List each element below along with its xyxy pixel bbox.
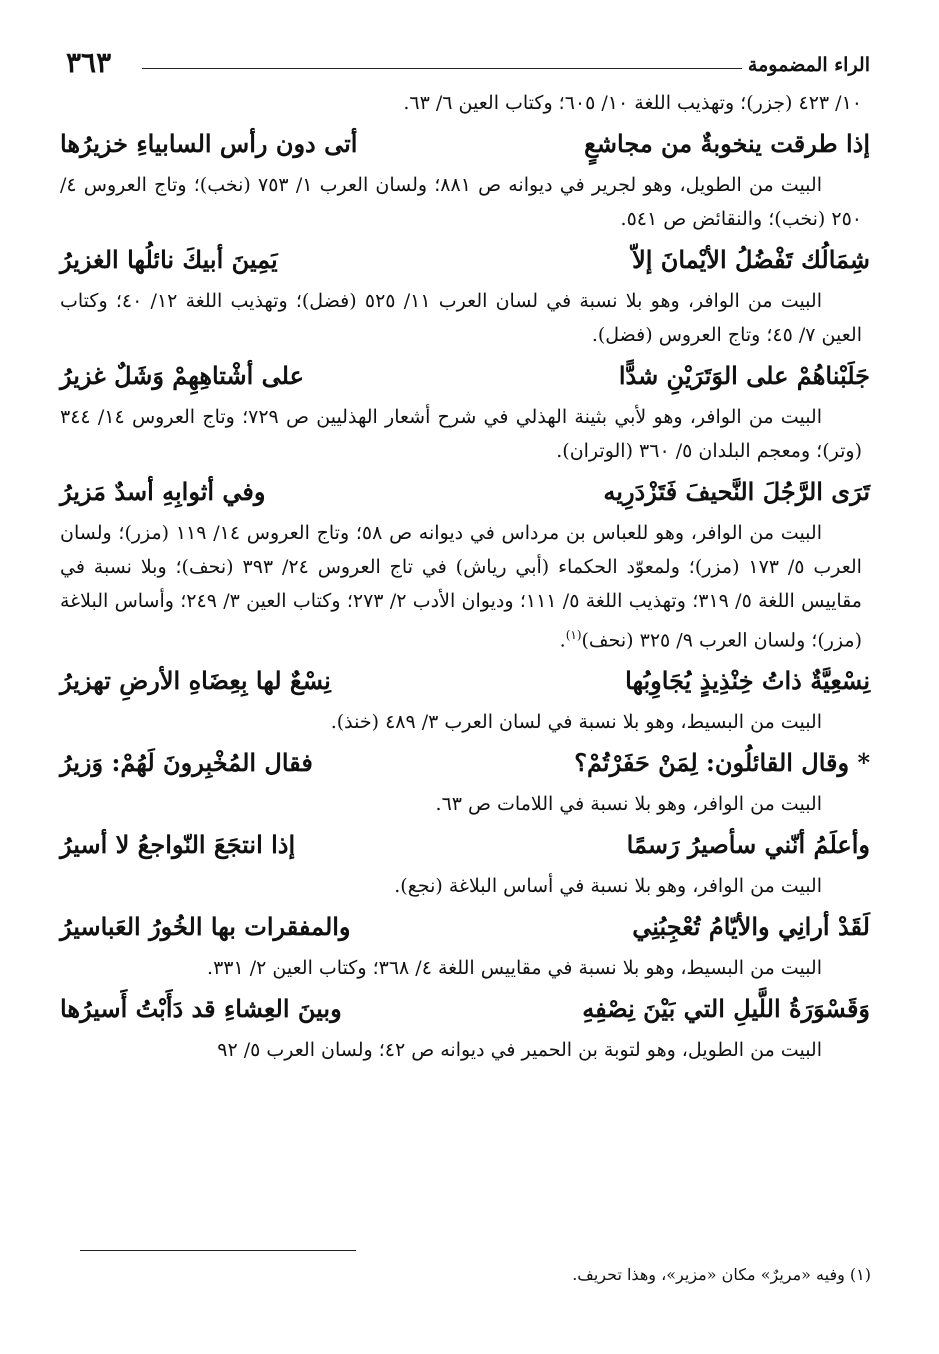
page-number: ٣٦٣ [66,46,112,79]
verse-2-commentary: البيت من الوافر، وهو بلا نسبة في لسان العرب ١١/ ٥٢٥ (فضل)؛ وتهذيب اللغة ١٢/ ٤٠؛ وكتاب العين ٧/ ٤٥؛ وتاج العروس (فضل). [60,290,862,346]
verse-4-commentary: البيت من الوافر، وهو للعباس بن مرداس في ديوانه ص ٥٨؛ وتاج العروس ١٤/ ١١٩ (مزر)؛ ولسان العرب ٥/ ١٧٣ (مزر)؛ ولمعوّد الحكماء (أبي رياش) في تاج العروس ٢٤/ ٣٩٣ (نحف)؛ وبلا نسبة في مقاييس اللغة ٥/ ٣١٩؛ وتهذيب اللغة ٥/ ١١١؛ وديوان الأدب ٢/ ٢٧٣؛ وكتاب العين ٣/ ٢٤٩؛ وأساس البلاغة (مزر)؛ ولسان العرب ٩/ ٣٢٥ (نحف)$^{(١)}$. [60,522,862,652]
verse-6 [60,739,870,787]
verse-2-first-hemistich: شِمَالُك تَفْضُلُ الأيْمانَ إلاّ [632,245,870,274]
verse-5 [60,657,870,705]
verse-9-first-hemistich: وَقَسْوَرَةُ اللَّيلِ التي بَيْنَ نِصْفِهِ [582,994,870,1024]
verse-5-commentary: البيت من البسيط، وهو بلا نسبة في لسان العرب ٣/ ٤٨٩ (خنذ). [330,711,822,734]
verse-2 [60,236,870,284]
verse-3-first-hemistich: جَلَبْناهُمْ على الوَتَرَيْنِ شدًّا [618,361,870,390]
verse-9-commentary: البيت من الطويل، وهو لتوبة بن الحمير في ديوانه ص ٤٢؛ ولسان العرب ٥/ ٩٢ [217,1039,822,1062]
verse-1-commentary: البيت من الطويل، وهو لجرير في ديوانه ص ٨٨١؛ ولسان العرب ١/ ٧٥٣ (نخب)؛ وتاج العروس ٤/ ٢٥٠ (نخب)؛ والنقائض ص ٥٤١. [60,174,862,230]
page-body [60,40,870,1067]
verse-8-first-hemistich: لَقَدْ أرانِي والأيّامُ تُعْجِبُنِي [632,912,870,942]
verse-9 [60,985,870,1033]
verse-5-first-hemistich: نِسْعِيَّةٌ ذاتُ خِنْذِيذٍ يُجَاوِبُها [625,666,870,696]
verse-7-commentary: البيت من الوافر، وهو بلا نسبة في أساس البلاغة (نجع). [394,875,822,898]
verse-2-second-hemistich: يَمِينَ أبيكَ نائلُها الغزيرُ [60,245,278,274]
running-title: الراء المضمومة [747,54,870,76]
page-header [60,40,870,86]
verse-7-second-hemistich: إذا انتجَعَ النّواجعُ لا أسيرُ [60,830,296,860]
verse-6-first-hemistich: * وقال القائلُون: لِمَنْ حَفَرْتُمْ؟ [574,748,870,778]
continued-paragraph: ١٠/ ٤٢٣ (جزر)؛ وتهذيب اللغة ١٠/ ٦٠٥؛ وكتاب العين ٦/ ٦٣. [403,92,862,114]
verse-6-second-hemistich: فقال المُخْبِرونَ لَهُمْ: وَزيرُ [60,748,313,778]
header-rule [142,68,742,69]
verse-4 [60,468,870,516]
verse-5-second-hemistich: نِسْعٌ لها بِعِضَاهِ الأرضِ تهزيرُ [60,666,331,696]
verse-9-second-hemistich: وبينَ العِشاءِ قد دَأَبْتُ أَسيرُها [60,994,342,1024]
footnote-separator [80,1250,356,1251]
verse-8-commentary: البيت من البسيط، وهو بلا نسبة في مقاييس اللغة ٤/ ٣٦٨؛ وكتاب العين ٢/ ٣٣١. [207,957,822,980]
verse-3-commentary: البيت من الوافر، وهو لأبي بثينة الهذلي في شرح أشعار الهذليين ص ٧٢٩؛ وتاج العروس ١٤/ ٣٤٤ (وتر)؛ ومعجم البلدان ٥/ ٣٦٠ (الوتران). [60,406,862,462]
verse-1 [60,120,870,168]
verse-1-first-hemistich: إذا طرقت ينخوبةٌ من مجاشعٍ [584,129,870,158]
verse-4-commentary-text: البيت من الوافر، وهو للعباس بن مرداس في ديوانه ص ٥٨؛ وتاج العروس ١٤/ ١١٩ (مزر)؛ ولسان العرب ٥/ ١٧٣ (مزر)؛ ولمعوّد الحكماء (أبي رياش) في تاج العروس ٢٤/ ٣٩٣ (نحف)؛ وبلا نسبة في مقاييس اللغة ٥/ ٣١٩؛ وتهذيب اللغة ٥/ ١١١؛ وديوان الأدب ٢/ ٢٧٣؛ وكتاب العين ٣/ ٢٤٩؛ وأساس البلاغة (مزر)؛ ولسان العرب ٩/ ٣٢٥ (نحف) [60,522,862,652]
verse-7 [60,821,870,869]
verse-7-first-hemistich: وأعلَمُ أنّني سأصيرُ رَسمًا [626,830,870,860]
verse-1-second-hemistich: أتى دون رأس السابياءِ خزيرُها [60,129,358,158]
verse-8 [60,903,870,951]
footnote: (١) وفيه «مريرٌ» مكان «مزير»، وهذا تحريف. [572,1265,871,1284]
verse-6-commentary: البيت من الوافر، وهو بلا نسبة في اللامات ص ٦٣. [435,793,822,816]
verse-4-first-hemistich: تَرَى الرَّجُلَ النَّحيفَ فَتَزْدَرِيه [603,477,870,506]
verse-3-second-hemistich: على أشْتاهِهِمْ وَشَلٌ غزيرُ [60,361,304,390]
footnote-reference[interactable]: (١) [565,628,582,642]
verse-3 [60,352,870,400]
verse-8-second-hemistich: والمفقرات بها الخُورُ العَباسيرُ [60,912,351,942]
verse-4-second-hemistich: وفي أثوابِهِ أسدٌ مَزيرُ [60,477,266,506]
